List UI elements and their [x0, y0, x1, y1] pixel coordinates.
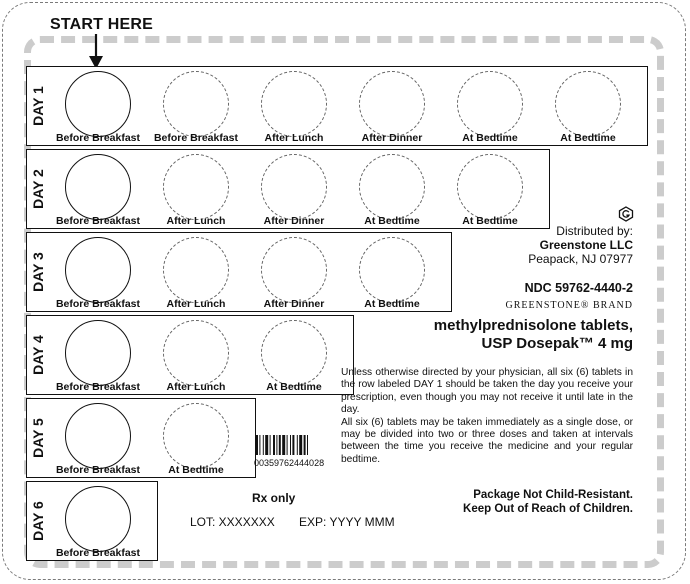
barcode-image	[256, 435, 324, 455]
barcode-bar	[282, 435, 285, 455]
tablet-blister-empty	[163, 154, 229, 220]
dose-time-label: After Dinner	[263, 298, 325, 310]
tablet-blister	[65, 237, 131, 303]
day-label	[28, 66, 48, 146]
tablet-blister-empty	[359, 237, 425, 303]
dose-time-label: After Lunch	[264, 132, 324, 144]
tablet-blister-empty	[457, 71, 523, 137]
dosing-instructions	[341, 367, 633, 466]
warning-line2: Keep Out of Reach of Children.	[463, 503, 633, 515]
dose-time-label: Before Breakfast	[55, 464, 141, 476]
barcode-bar	[256, 435, 258, 455]
tablet-blister-empty	[163, 237, 229, 303]
dose-time-label: At Bedtime	[560, 132, 616, 144]
drug-name-line2: USP Dosepak™ 4 mg	[481, 335, 633, 352]
barcode-bar	[304, 435, 306, 455]
drug-name-line1: methylprednisolone tablets,	[433, 317, 633, 334]
distributed-by-label: Distributed by:	[556, 224, 633, 238]
ndc-number: NDC 59762-4440-2	[524, 281, 633, 295]
barcode-bar	[299, 435, 302, 455]
day-label	[28, 481, 48, 561]
tablet-blister-empty	[555, 71, 621, 137]
tablet-blister-empty	[359, 71, 425, 137]
tablet-blister-empty	[163, 320, 229, 386]
child-resistance-warning	[463, 488, 633, 516]
dose-time-label: After Lunch	[166, 215, 226, 227]
barcode-bar	[287, 435, 288, 455]
barcode-number: 00359762444028	[254, 458, 325, 468]
barcode-bar	[273, 435, 275, 455]
dose-time-label: At Bedtime	[364, 215, 420, 227]
dose-time-label: After Lunch	[166, 298, 226, 310]
warning-line1: Package Not Child-Resistant.	[473, 489, 633, 501]
dose-time-label: After Dinner	[263, 215, 325, 227]
dose-time-label: Before Breakfast	[55, 132, 141, 144]
barcode-bar	[265, 435, 268, 455]
drug-name-block	[434, 317, 633, 353]
distributor-block	[528, 224, 633, 266]
rx-only-label: Rx only	[252, 491, 296, 505]
instructions-paragraph-1: Unless otherwise directed by your physician, all six (6) tablets in the row labeled DAY 1 should be taken the day you receive your prescription, even though you may not receive it until late in the day.	[341, 367, 633, 416]
day-label-text: DAY 1	[30, 86, 47, 126]
tablet-blister-empty	[261, 154, 327, 220]
expiration-date: EXP: YYYY MMM	[299, 515, 395, 529]
tablet-blister-empty	[163, 71, 229, 137]
tablet-blister-empty	[163, 403, 229, 469]
day-label-text: DAY 6	[30, 501, 47, 541]
day-label-text: DAY 3	[30, 252, 47, 292]
day-label-text: DAY 2	[30, 169, 47, 209]
start-here-label: START HERE	[50, 16, 154, 33]
tablet-blister-empty	[359, 154, 425, 220]
dose-time-label: Before Breakfast	[55, 298, 141, 310]
tablet-blister-empty	[261, 320, 327, 386]
dose-time-label: Before Breakfast	[55, 547, 141, 559]
tablet-blister	[65, 71, 131, 137]
dose-time-label: At Bedtime	[462, 132, 518, 144]
tablet-blister-empty	[261, 71, 327, 137]
arrow-down-icon	[86, 34, 106, 70]
tablet-blister-empty	[261, 237, 327, 303]
day-label-text: DAY 5	[30, 418, 47, 458]
barcode-bar	[263, 435, 264, 455]
day-label	[28, 315, 48, 395]
barcode-bar	[307, 435, 308, 455]
dose-time-label: At Bedtime	[462, 215, 518, 227]
tablet-blister	[65, 486, 131, 552]
dose-time-label: At Bedtime	[364, 298, 420, 310]
greenstone-logo-icon	[618, 206, 634, 222]
day-label	[28, 232, 48, 312]
day-label-text: DAY 4	[30, 335, 47, 375]
distributor-address: Peapack, NJ 07977	[528, 252, 633, 266]
day-label	[28, 149, 48, 229]
distributor-company: Greenstone LLC	[539, 238, 633, 252]
day-label	[28, 398, 48, 478]
tablet-blister	[65, 154, 131, 220]
barcode-bar	[279, 435, 281, 455]
dose-time-label: After Lunch	[166, 381, 226, 393]
instructions-paragraph-2: All six (6) tablets may be taken immediately as a single dose, or may be divided into two or three doses and taken at intervals between the time you receive the medicine and your regular bedtime.	[341, 416, 633, 465]
dose-time-label: After Dinner	[361, 132, 423, 144]
lot-number: LOT: XXXXXXX	[190, 515, 275, 529]
barcode-bar	[297, 435, 298, 455]
brand-label: GREENSTONE® BRAND	[505, 300, 633, 311]
barcode-bar	[290, 435, 291, 455]
dose-time-label: At Bedtime	[168, 464, 224, 476]
barcode-bar	[276, 435, 277, 455]
dose-time-label: Before Breakfast	[55, 381, 141, 393]
dose-time-label: Before Breakfast	[153, 132, 239, 144]
barcode-bar	[270, 435, 271, 455]
tablet-blister	[65, 403, 131, 469]
dose-time-label: At Bedtime	[266, 381, 322, 393]
barcode-bar	[292, 435, 294, 455]
barcode-bar	[259, 435, 260, 455]
dose-time-label: Before Breakfast	[55, 215, 141, 227]
tablet-blister-empty	[457, 154, 523, 220]
tablet-blister	[65, 320, 131, 386]
